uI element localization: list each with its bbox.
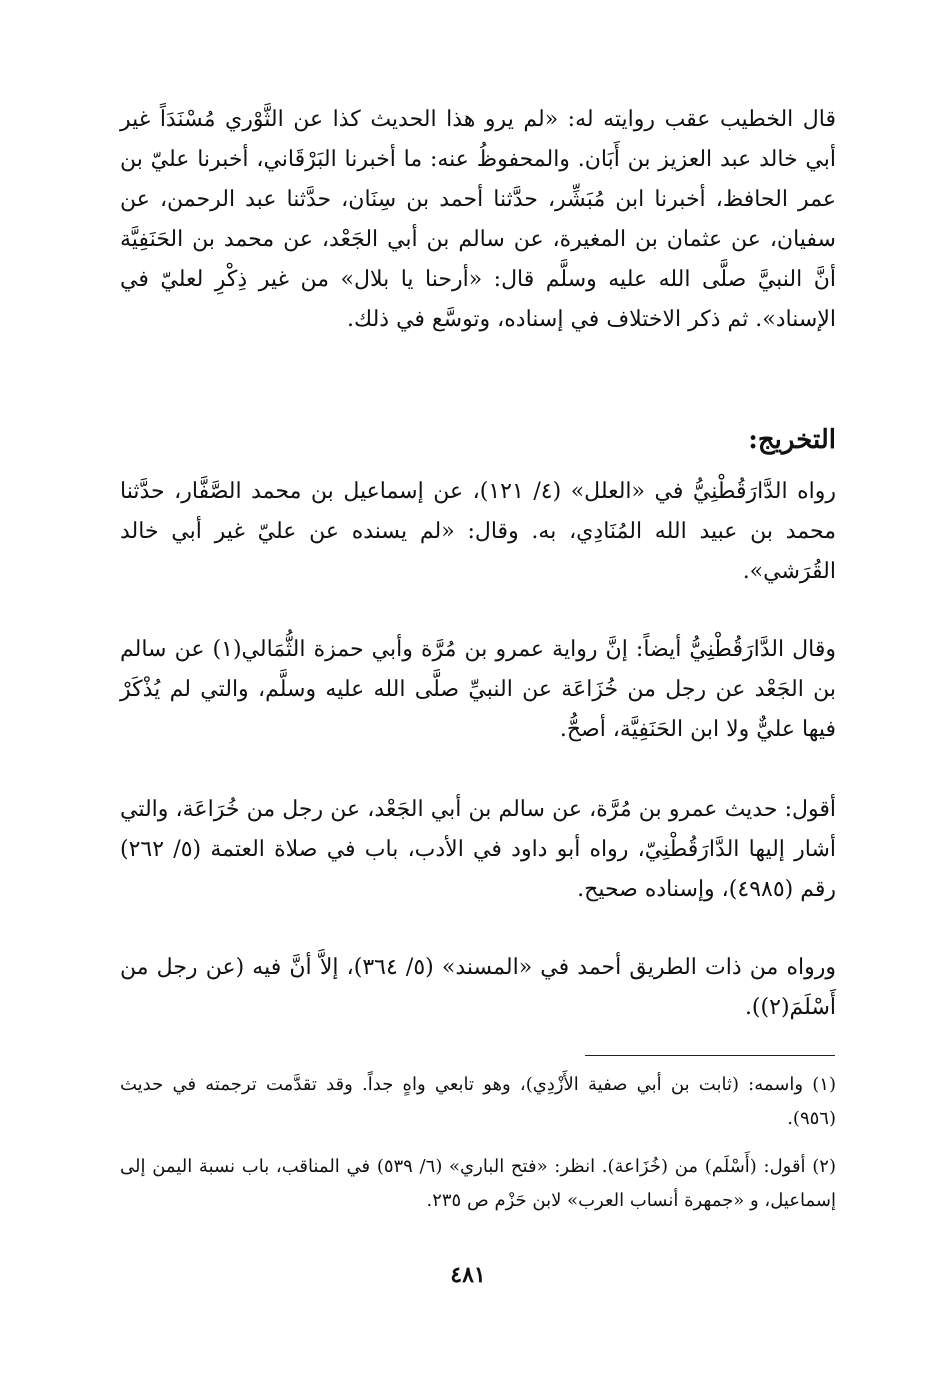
footnote-2: (٢) أقول: (أَسْلَم) من (خُزَاعة). انظر: «فتح الباري» (٦/ ٥٣٩) في المناقب، باب نسبة اليمن إلى إسماعيل، و «جمهرة أنساب العرب» لابن حَزْم ص ٢٣٥. <box>120 1156 836 1211</box>
paragraph-daraqutni-also: وقال الدَّارَقُطْنِيُّ أيضاً: إنَّ رواية عمرو بن مُرَّة وأبي حمزة الثُّمَالي(١) عن سالم بن الجَعْد عن رجل من خُزَاعَة عن النبيِّ صلَّى الله عليه وسلَّم، والتي لم يُذْكَرْ فيها عليٌّ ولا ابن الحَنَفِيَّة، أصحُّ. <box>120 637 836 742</box>
footnote-divider <box>585 1055 835 1056</box>
paragraph-daraqutni-ilal: رواه الدَّارَقُطْنِيُّ في «العلل» (٤/ ١٢١)، عن إسماعيل بن محمد الصَّفَّار، حدَّثنا محمد بن عبيد الله المُنَادِي، به. وقال: «لم يسنده عن عليّ غير أبي خالد القُرَشي». <box>120 479 836 584</box>
page-number: ٤٨١ <box>450 1262 486 1288</box>
section-heading-takhrij: التخريج: <box>748 425 836 455</box>
footnote-1: (١) واسمه: (ثابت بن أبي صفية الأَزْدِي)، وهو تابعي واهٍ جداً. وقد تقدَّمت ترجمته في حديث (٩٥٦). <box>120 1074 836 1129</box>
paragraph-khatib-quote: قال الخطيب عقب روايته له: «لم يرو هذا الحديث كذا عن الثَّوْري مُسْنَدَاً غير أبي خالد عبد العزيز بن أَبَان. والمحفوظُ عنه: ما أخبرنا البَرْقَاني، أخبرنا عليّ بن عمر الحافظ، أخبرنا ابن مُبَشِّر، حدَّثنا أحمد بن سِنَان، حدَّثنا عبد الرحمن، عن سفيان، عن عثمان بن المغيرة، عن سالم بن أبي الجَعْد، عن محمد بن الحَنَفِيَّة أنَّ النبيَّ صلَّى الله عليه وسلَّم قال: «أرحنا يا بلال» من غير ذِكْرِ لعليّ في الإسناد». ثم ذكر الاختلاف في إسناده، وتوسَّع في ذلك. <box>120 107 836 332</box>
paragraph-aqulu: أقول: حديث عمرو بن مُرَّة، عن سالم بن أبي الجَعْد، عن رجل من خُرَاعَة، والتي أشار إليها الدَّارَقُطْنِيّ، رواه أبو داود في الأدب، باب في صلاة العتمة (٥/ ٢٦٢) رقم (٤٩٨٥)، وإسناده صحيح. <box>120 797 837 902</box>
paragraph-ahmad-musnad: ورواه من ذات الطريق أحمد في «المسند» (٥/ ٣٦٤)، إلاَّ أنَّ فيه (عن رجل من أَسْلَمَ(٢)). <box>120 955 836 1020</box>
